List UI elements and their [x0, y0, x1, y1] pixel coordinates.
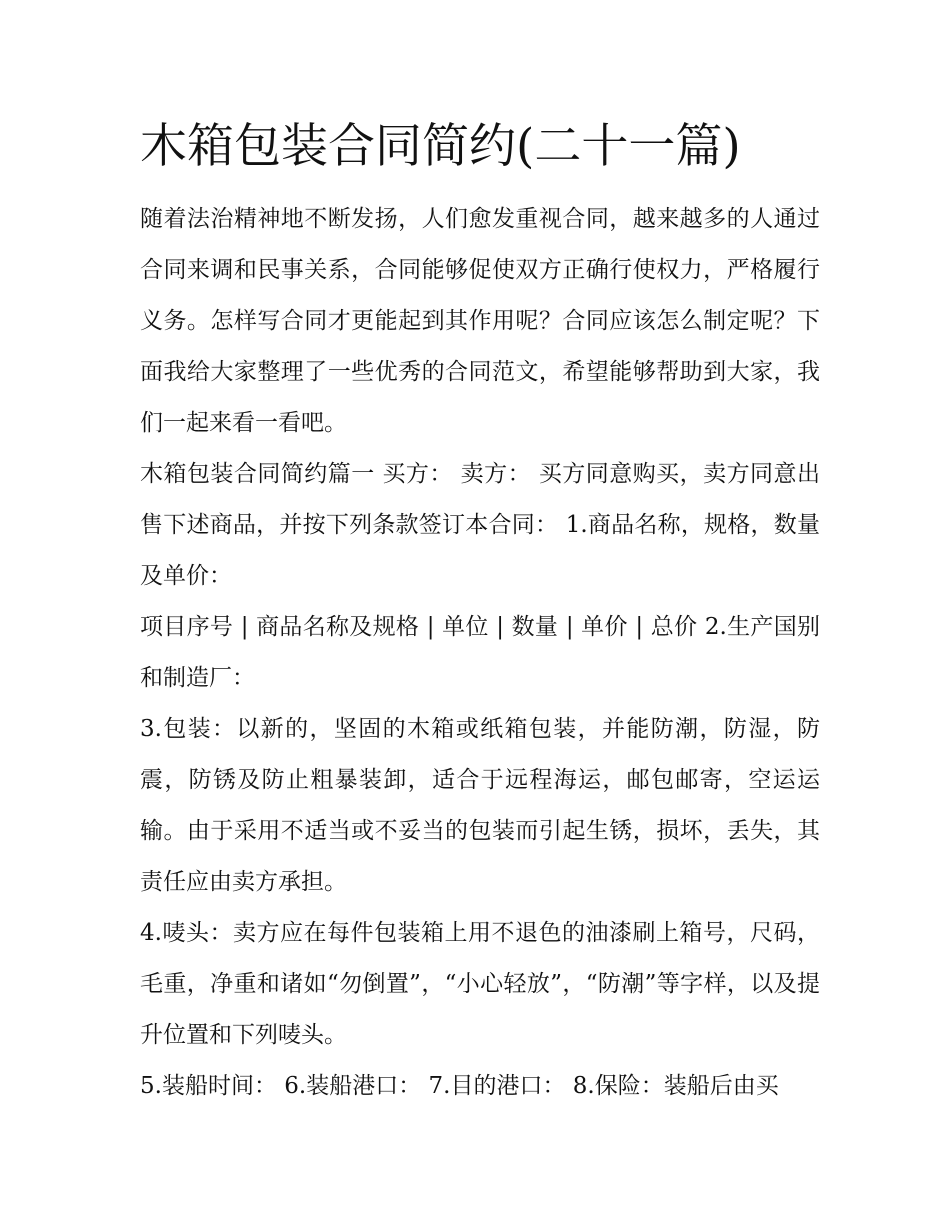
contract-opening-paragraph: 木箱包装合同简约篇一 买方： 卖方： 买方同意购买，卖方同意出售下述商品，并按下列条款签订本合同： 1.商品名称，规格，数量及单价：: [140, 461, 820, 589]
marking-clause-paragraph: 4.唛头：卖方应在每件包装箱上用不退色的油漆刷上箱号，尺码，毛重，净重和诸如“勿倒置”，“小心轻放”，“防潮”等字样，以及提升位置和下列唛头。: [140, 920, 820, 1048]
shipping-clause-paragraph: 5.装船时间： 6.装船港口： 7.目的港口： 8.保险：装船后由买: [140, 1073, 779, 1099]
intro-paragraph: 随着法治精神地不断发扬，人们愈发重视合同，越来越多的人通过合同来调和民事关系，合同能够促使双方正确行使权力，严格履行义务。怎样写合同才更能起到其作用呢？合同应该怎么制定呢？下面我给大家整理了一些优秀的合同范文，希望能够帮助到大家，我们一起来看一看吧。: [140, 206, 820, 436]
document-page: [140, 112, 820, 1112]
item-columns-paragraph: 项目序号 | 商品名称及规格 | 单位 | 数量 | 单价 | 总价 2.生产国别和制造厂：: [140, 614, 820, 691]
document-title: 木箱包装合同简约(二十一篇): [140, 119, 741, 174]
packing-clause-paragraph: 3.包装：以新的，坚固的木箱或纸箱包装，并能防潮，防湿，防震，防锈及防止粗暴装卸，适合于远程海运，邮包邮寄，空运运输。由于采用不适当或不妥当的包装而引起生锈，损坏，丢失，其责任应由卖方承担。: [140, 716, 820, 895]
